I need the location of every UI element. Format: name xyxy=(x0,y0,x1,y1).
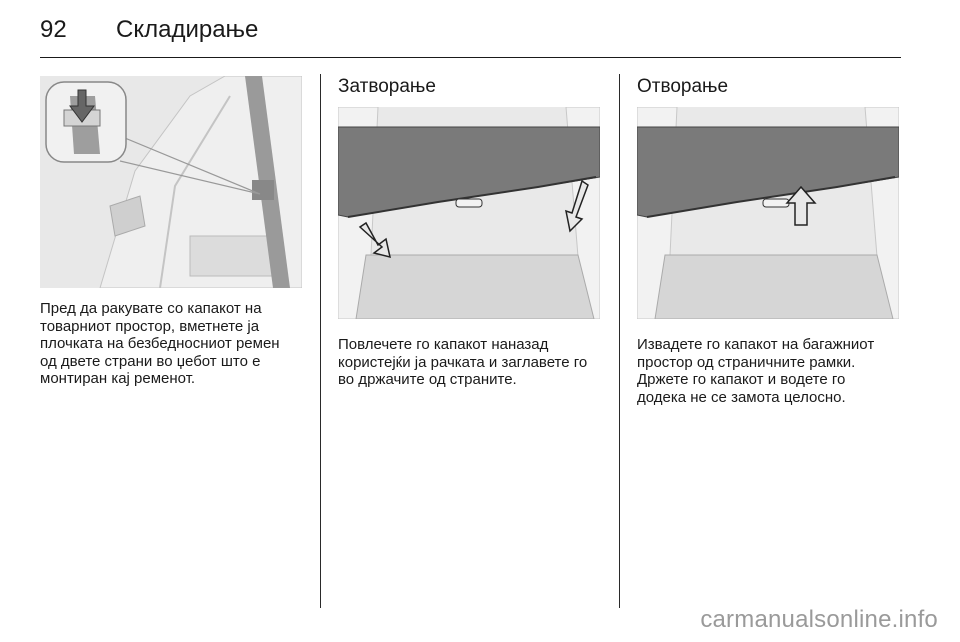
text-line: товарниот простор, вметнете ја xyxy=(40,317,260,335)
text-line: Извадете го капакот на багажниот xyxy=(637,336,875,353)
seat-belt-plate-illustration xyxy=(40,76,302,288)
header-rule xyxy=(40,57,901,58)
text-line: Држете го капакот и водете го xyxy=(637,371,846,388)
column-divider xyxy=(320,74,321,608)
text-line: од двете страни во џебот што е xyxy=(40,352,261,370)
plate-instruction-text xyxy=(40,300,280,388)
text-line: во држачите од страните. xyxy=(338,371,517,388)
page-title: Складирање xyxy=(116,16,259,43)
text-line: монтиран кај ременот. xyxy=(40,370,196,387)
column-divider xyxy=(619,74,620,608)
watermark: carmanualsonline.info xyxy=(700,606,938,633)
text-line: плочката на безбедносниот ремен xyxy=(40,335,280,352)
text-line: простор од страничните рамки. xyxy=(637,353,856,371)
cover-closing-illustration xyxy=(338,107,600,319)
text-line: користејќи ја рачката и заглавете го xyxy=(338,353,588,371)
opening-instruction-text xyxy=(637,336,874,406)
text-line: додека не се замота целосно. xyxy=(637,388,846,406)
text-line: Повлечете го капакот наназад xyxy=(338,336,549,353)
cover-opening-illustration xyxy=(637,107,899,319)
page-number: 92 xyxy=(40,16,67,43)
section-heading-closing: Затворање xyxy=(338,76,436,97)
closing-instruction-text xyxy=(338,336,587,389)
text-line: Пред да ракувате со капакот на xyxy=(40,300,262,317)
section-heading-opening: Отворање xyxy=(637,76,729,97)
